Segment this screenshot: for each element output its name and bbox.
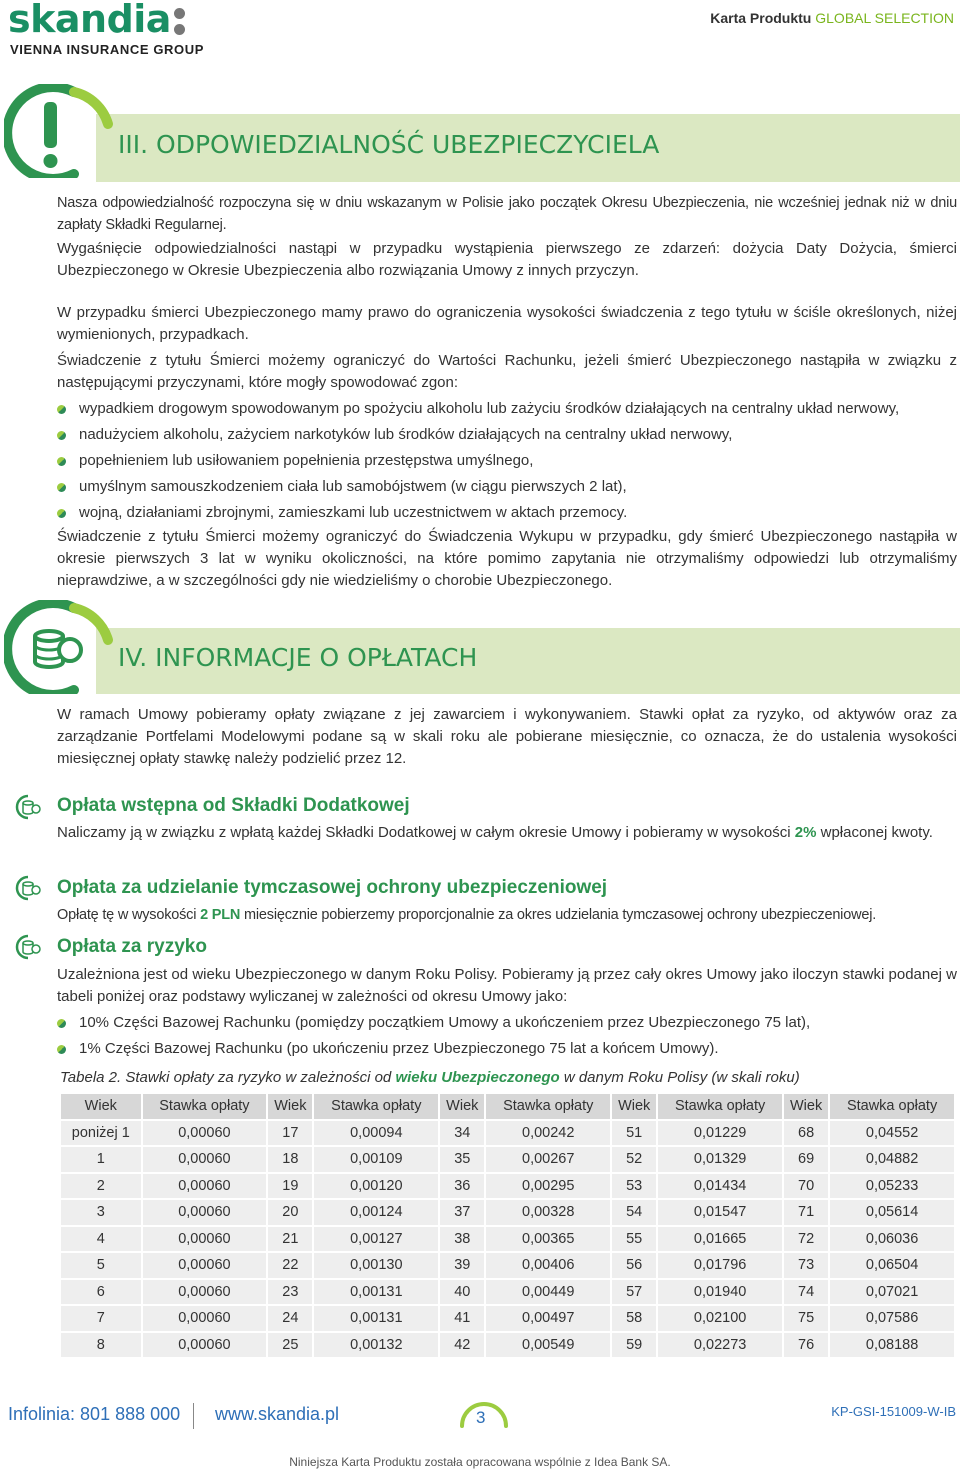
age-cell: 17 xyxy=(268,1121,312,1146)
age-cell: 5 xyxy=(61,1253,141,1278)
document-code: KP-GSI-151009-W-IB xyxy=(831,1404,956,1419)
age-cell: 73 xyxy=(784,1253,828,1278)
coins-icon xyxy=(4,600,114,694)
fee2-title: Opłata za udzielanie tymczasowej ochrony ubezpieczeniowej xyxy=(57,877,608,898)
rate-cell: 0,08188 xyxy=(830,1333,954,1358)
age-cell: 6 xyxy=(61,1280,141,1305)
age-cell: 41 xyxy=(440,1306,484,1331)
fee1-value: 2% xyxy=(794,824,817,841)
age-cell: 51 xyxy=(612,1121,656,1146)
age-cell: 35 xyxy=(440,1147,484,1172)
age-cell: 4 xyxy=(61,1227,141,1252)
age-cell: 25 xyxy=(268,1333,312,1358)
age-cell: 38 xyxy=(440,1227,484,1252)
logo-wordmark: skandia xyxy=(8,0,171,41)
age-cell: 34 xyxy=(440,1121,484,1146)
column-header: Wiek xyxy=(612,1094,656,1119)
logo-subtitle: VIENNA INSURANCE GROUP xyxy=(10,42,205,57)
doc-name: GLOBAL SELECTION xyxy=(815,10,954,26)
exclusion-list xyxy=(57,396,957,526)
age-cell: 71 xyxy=(784,1200,828,1225)
section4-intro: W ramach Umowy pobieramy opłaty związane z jej zawarciem i wykonywaniem. Stawki opłat za ryzyko, od aktywów oraz za zarządzanie Portfelami Modelowymi podane są w skali roku ale pobierane miesięcznie, co oznacza, że do ustalenia wysokości miesięcznej opłaty stawkę należy podzielić przez 12. xyxy=(57,706,957,767)
rate-cell: 0,01665 xyxy=(658,1227,782,1252)
rate-cell: 0,00406 xyxy=(486,1253,610,1278)
age-cell: 72 xyxy=(784,1227,828,1252)
age-cell: 40 xyxy=(440,1280,484,1305)
age-cell: 3 xyxy=(61,1200,141,1225)
section3-paragraph-4: Świadczenie z tytułu Śmierci możemy ograniczyć do Wartości Rachunku, jeżeli śmierć Ubezpieczonego nastąpiła w związku z następującymi przyczynami, które mogły spowodować zgon: xyxy=(57,352,957,391)
age-cell: 36 xyxy=(440,1174,484,1199)
rate-cell: 0,00060 xyxy=(143,1280,267,1305)
rate-cell: 0,02100 xyxy=(658,1306,782,1331)
fee2-text: Opłatę tę w wysokości 2 PLN miesięcznie pobierzemy proporcjonalnie za okres udzielania tymczasowej ochrony ubezpieczeniowej. xyxy=(57,907,877,923)
risk-rate-table xyxy=(59,1092,956,1359)
rate-cell: 0,00132 xyxy=(314,1333,438,1358)
table-row xyxy=(61,1200,954,1225)
age-cell: 21 xyxy=(268,1227,312,1252)
age-cell: 53 xyxy=(612,1174,656,1199)
rate-cell: 0,00267 xyxy=(486,1147,610,1172)
rate-cell: 0,00449 xyxy=(486,1280,610,1305)
rate-cell: 0,01434 xyxy=(658,1174,782,1199)
age-cell: 18 xyxy=(268,1147,312,1172)
section4-title: IV. INFORMACJE O OPŁATACH xyxy=(118,643,478,672)
section3-paragraph-5: Świadczenie z tytułu Śmierci możemy ograniczyć do Świadczenia Wykupu w przypadku, gdy śmierć Ubezpieczonego nastąpiła w okresie pierwszych 3 lat w wyniku okoliczności, na które pomimo zapytania nie otrzymaliśmy odpowiedzi lub otrzymaliśmy nieprawdziwe, a w szczególności gdy nie wiedzieliśmy o chorobie Ubezpieczonego. xyxy=(57,528,957,589)
rate-cell: 0,06504 xyxy=(830,1253,954,1278)
rate-cell: 0,04882 xyxy=(830,1147,954,1172)
rate-cell: 0,00060 xyxy=(143,1147,267,1172)
age-cell: 39 xyxy=(440,1253,484,1278)
logo-dots xyxy=(174,8,185,40)
age-cell: 52 xyxy=(612,1147,656,1172)
table-row xyxy=(61,1227,954,1252)
rate-cell: 0,00060 xyxy=(143,1227,267,1252)
document-title xyxy=(710,10,954,26)
age-cell: 57 xyxy=(612,1280,656,1305)
section3-paragraph-1: Nasza odpowiedzialność rozpoczyna się w dniu wskazanym w Polisie jako początek Okresu Ubezpieczenia, nie wcześniej jednak niż w dniu zapłaty Składki Regularnej. xyxy=(57,195,957,233)
rate-cell: 0,00124 xyxy=(314,1200,438,1225)
rate-cell: 0,07586 xyxy=(830,1306,954,1331)
section3-paragraph-2: Wygaśnięcie odpowiedzialności nastąpi w przypadku wystąpienia pierwszego ze zdarzeń: dożycia Daty Dożycia, śmierci Ubezpieczonego w Okresie Ubezpieczenia albo rozwiązania Umowy z innych przyczyn. xyxy=(57,240,957,279)
coin-stack-icon xyxy=(14,794,48,820)
website-link[interactable]: www.skandia.pl xyxy=(215,1404,340,1424)
age-cell: 42 xyxy=(440,1333,484,1358)
rate-cell: 0,00060 xyxy=(143,1306,267,1331)
table-row xyxy=(61,1253,954,1278)
rate-cell: 0,01796 xyxy=(658,1253,782,1278)
table-row xyxy=(61,1280,954,1305)
footer-note: Niniejsza Karta Produktu została opracowana wspólnie z Idea Bank SA. xyxy=(289,1455,671,1469)
footer-divider xyxy=(193,1403,194,1429)
age-cell: 54 xyxy=(612,1200,656,1225)
rate-cell: 0,05233 xyxy=(830,1174,954,1199)
table-row xyxy=(61,1147,954,1172)
fee2-value: 2 PLN xyxy=(200,907,241,923)
rate-cell: 0,00131 xyxy=(314,1280,438,1305)
rate-cell: 0,00094 xyxy=(314,1121,438,1146)
column-header: Stawka opłaty xyxy=(658,1094,782,1119)
rate-cell: 0,00060 xyxy=(143,1333,267,1358)
table-row xyxy=(61,1306,954,1331)
column-header: Stawka opłaty xyxy=(143,1094,267,1119)
table-row xyxy=(61,1174,954,1199)
fee3-text: Uzależniona jest od wieku Ubezpieczonego w danym Roku Polisy. Pobieramy ją przez cały okres Umowy jako iloczyn stawki podanej w tabeli poniżej oraz podstawy wyliczanej w zależności od okresu Umowy jako: xyxy=(57,966,957,1005)
skandia-logo xyxy=(8,0,205,60)
exclamation-icon xyxy=(4,84,114,178)
age-cell: 19 xyxy=(268,1174,312,1199)
fee3-title: Opłata za ryzyko xyxy=(57,936,207,957)
table-body xyxy=(61,1121,954,1358)
column-header: Wiek xyxy=(61,1094,141,1119)
column-header: Wiek xyxy=(268,1094,312,1119)
rate-cell: 0,00328 xyxy=(486,1200,610,1225)
age-cell: 58 xyxy=(612,1306,656,1331)
age-cell: 2 xyxy=(61,1174,141,1199)
age-cell: 37 xyxy=(440,1200,484,1225)
rate-cell: 0,00497 xyxy=(486,1306,610,1331)
age-cell: 55 xyxy=(612,1227,656,1252)
age-cell: 1 xyxy=(61,1147,141,1172)
rate-cell: 0,00109 xyxy=(314,1147,438,1172)
section3-paragraph-3: W przypadku śmierci Ubezpieczonego mamy prawo do ograniczenia wysokości świadczenia z tego tytułu w ściśle określonych, niżej wymienionych, przypadkach. xyxy=(57,304,957,343)
table-caption: Tabela 2. Stawki opłaty za ryzyko w zależności od wieku Ubezpieczonego w danym Roku Polisy (w skali roku) xyxy=(60,1069,800,1086)
age-cell: 56 xyxy=(612,1253,656,1278)
table-header-row xyxy=(61,1094,954,1119)
rate-cell: 0,00060 xyxy=(143,1200,267,1225)
age-cell: 75 xyxy=(784,1306,828,1331)
rate-cell: 0,00130 xyxy=(314,1253,438,1278)
rate-cell: 0,00060 xyxy=(143,1174,267,1199)
page-number: 3 xyxy=(476,1408,486,1427)
rate-cell: 0,00120 xyxy=(314,1174,438,1199)
age-cell: 74 xyxy=(784,1280,828,1305)
column-header: Stawka opłaty xyxy=(486,1094,610,1119)
rate-cell: 0,00060 xyxy=(143,1253,267,1278)
age-cell: 22 xyxy=(268,1253,312,1278)
age-cell: 69 xyxy=(784,1147,828,1172)
age-cell: 70 xyxy=(784,1174,828,1199)
age-cell: 24 xyxy=(268,1306,312,1331)
rate-cell: 0,00295 xyxy=(486,1174,610,1199)
rate-cell: 0,01940 xyxy=(658,1280,782,1305)
age-cell: poniżej 1 xyxy=(61,1121,141,1146)
rate-cell: 0,01547 xyxy=(658,1200,782,1225)
rate-cell: 0,00365 xyxy=(486,1227,610,1252)
rate-cell: 0,01229 xyxy=(658,1121,782,1146)
list-item: 1% Części Bazowej Rachunku (po ukończeniu przez Ubezpieczonego 75 lat a końcem Umowy). xyxy=(57,1036,957,1062)
column-header: Stawka opłaty xyxy=(830,1094,954,1119)
rate-cell: 0,00549 xyxy=(486,1333,610,1358)
age-cell: 8 xyxy=(61,1333,141,1358)
column-header: Wiek xyxy=(784,1094,828,1119)
age-cell: 7 xyxy=(61,1306,141,1331)
doc-label: Karta Produktu xyxy=(710,10,812,26)
list-item: umyślnym samouszkodzeniem ciała lub samobójstwem (w ciągu pierwszych 2 lat), xyxy=(57,474,957,500)
table-row xyxy=(61,1333,954,1358)
list-item: nadużyciem alkoholu, zażyciem narkotyków lub środków działających na centralny układ nerwowy, xyxy=(57,422,957,448)
age-cell: 20 xyxy=(268,1200,312,1225)
age-cell: 68 xyxy=(784,1121,828,1146)
fee1-title: Opłata wstępna od Składki Dodatkowej xyxy=(57,795,410,816)
list-item: wypadkiem drogowym spowodowanym po spożyciu alkoholu lub zażyciu środków działających na centralny układ nerwowy, xyxy=(57,396,957,422)
rate-cell: 0,01329 xyxy=(658,1147,782,1172)
column-header: Stawka opłaty xyxy=(314,1094,438,1119)
rate-cell: 0,05614 xyxy=(830,1200,954,1225)
coin-stack-icon xyxy=(14,875,48,901)
age-cell: 59 xyxy=(612,1333,656,1358)
rate-cell: 0,00127 xyxy=(314,1227,438,1252)
helpline: Infolinia: 801 888 000 xyxy=(8,1404,181,1424)
list-item: wojną, działaniami zbrojnymi, zamieszkami lub uczestnictwem w aktach przemocy. xyxy=(57,500,957,526)
column-header: Wiek xyxy=(440,1094,484,1119)
fee3-basis-list xyxy=(57,1010,957,1062)
rate-cell: 0,00242 xyxy=(486,1121,610,1146)
rate-cell: 0,02273 xyxy=(658,1333,782,1358)
rate-cell: 0,07021 xyxy=(830,1280,954,1305)
section3-title: III. ODPOWIEDZIALNOŚĆ UBEZPIECZYCIELA xyxy=(118,130,660,159)
rate-cell: 0,00060 xyxy=(143,1121,267,1146)
coin-stack-icon xyxy=(14,934,48,960)
age-cell: 76 xyxy=(784,1333,828,1358)
table-row xyxy=(61,1121,954,1146)
rate-cell: 0,06036 xyxy=(830,1227,954,1252)
rate-cell: 0,04552 xyxy=(830,1121,954,1146)
rate-cell: 0,00131 xyxy=(314,1306,438,1331)
list-item: popełnieniem lub usiłowaniem popełnienia przestępstwa umyślnego, xyxy=(57,448,957,474)
age-cell: 23 xyxy=(268,1280,312,1305)
fee1-text: Naliczamy ją w związku z wpłatą każdej Składki Dodatkowej w całym okresie Umowy i pobieramy w wysokości 2% wpłaconej kwoty. xyxy=(57,824,933,841)
list-item: 10% Części Bazowej Rachunku (pomiędzy początkiem Umowy a ukończeniem przez Ubezpieczonego 75 lat), xyxy=(57,1010,957,1036)
